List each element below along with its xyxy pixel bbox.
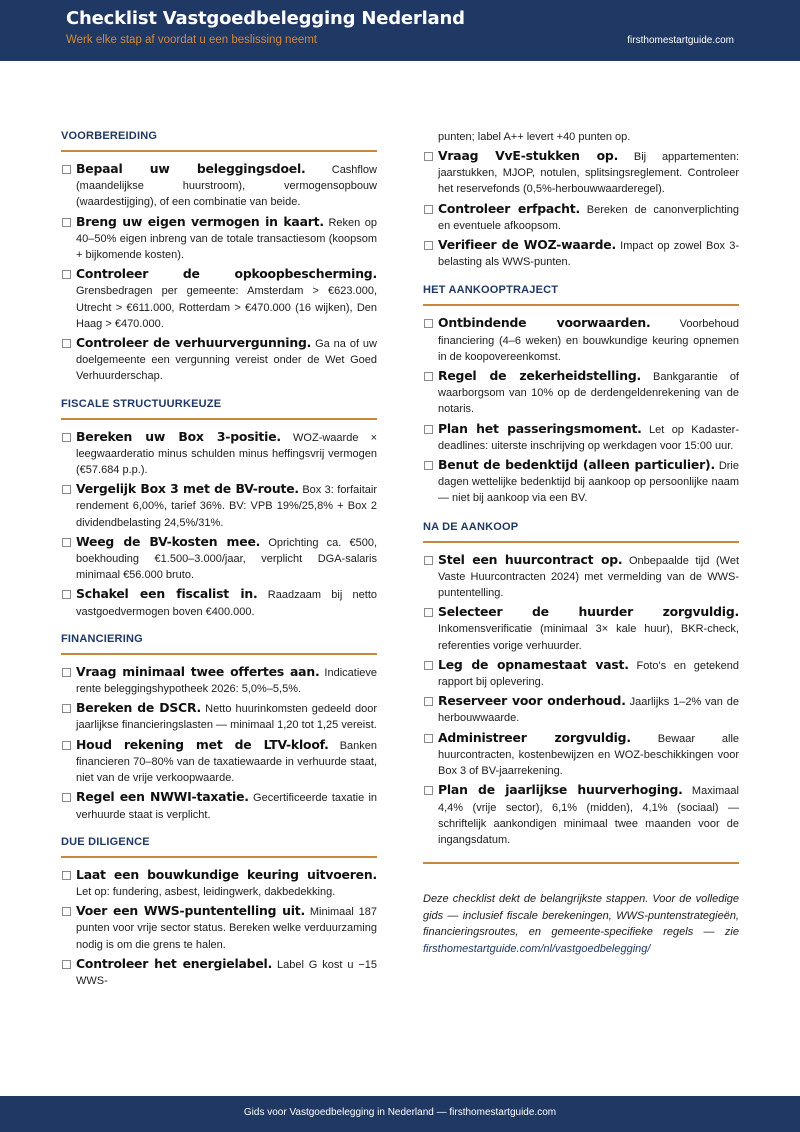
checkbox[interactable] (62, 741, 71, 750)
item-description: Netto huurinkomsten gedeeld door jaarlijkse financieringslasten — minimaal 1,20 tot 1,25 vereist. (76, 703, 378, 732)
closing-note (423, 891, 739, 957)
checkbox[interactable] (62, 590, 71, 599)
item-title: Administreer zorgvuldig. (438, 729, 631, 745)
checklist-item[interactable] (423, 782, 739, 848)
item-description: Box 3: forfaitair rendement 6,00%, tarief 36%. BV: VPB 19%/25,8% + Box 2 dividendbelasting 24,5%/31%. (76, 484, 377, 529)
checklist-item[interactable] (61, 534, 377, 584)
checklist-item[interactable] (61, 789, 377, 822)
checklist-item[interactable] (423, 693, 739, 726)
item-title: Breng uw eigen vermogen in kaart. (76, 213, 324, 229)
section-heading-financiering: FINANCIERING (61, 632, 377, 655)
item-description: Cashflow (maandelijkse huurstroom), vermogensopbouw (waardestijging), of een combinatie van beide. (76, 164, 377, 209)
item-description: Drie dagen wettelijke bedenktijd bij aankoop op persoonlijke naam — niet bij aankoop via een BV. (438, 460, 739, 505)
item-description: Gecertificeerde taxatie in verhuurde staat is verplicht. (76, 792, 378, 821)
item-description: Inkomensverificatie (minimaal 3× kale huur), BKR-check, referenties vorige verhuurder. (438, 623, 739, 652)
item-title: Vergelijk Box 3 met de BV-route. (76, 481, 299, 497)
item-description: Grensbedragen per gemeente: Amsterdam > €623.000, Utrecht > €611.000, Rotterdam > €470.000 (16 wijken), Den Haag > €470.000. (76, 285, 377, 330)
checklist-item[interactable] (61, 903, 377, 953)
checklist-item[interactable] (61, 429, 377, 479)
item-description: WOZ-waarde × leegwaarderatio minus schulden minus heffingsvrij vermogen (€57.684 p.p.). (76, 431, 377, 477)
item-title: Controleer erfpacht. (438, 200, 581, 216)
checklist-item[interactable] (423, 237, 739, 270)
section-heading-aankoop: HET AANKOOPTRAJECT (423, 283, 739, 306)
item-description: Bij appartementen: jaarstukken, MJOP, notulen, splitsingsreglement. Controleer het reservefonds (0,5%-herbouwwaarderegel). (438, 151, 739, 196)
item-description: Foto's en getekend rapport bij oplevering. (438, 659, 739, 689)
section-heading-fiscaal: FISCALE STRUCTUURKEUZE (61, 397, 377, 420)
item-description: Impact op zowel Box 3-belasting als WWS-punten. (438, 240, 739, 269)
checklist-item[interactable] (61, 481, 377, 531)
checklist-item[interactable] (423, 148, 739, 198)
checkbox[interactable] (424, 697, 433, 706)
checkbox[interactable] (424, 205, 433, 214)
checkbox[interactable] (62, 793, 71, 802)
header-site-link[interactable]: firsthomestartguide.com (627, 35, 734, 46)
checkbox[interactable] (62, 871, 71, 880)
item-description: Bewaar alle huurcontracten, kostenbewijzen en WOZ-beschikkingen voor Box 3 of BV-jaarrekening. (438, 732, 740, 778)
item-title: Reserveer voor onderhoud. (438, 693, 626, 709)
checkbox[interactable] (424, 734, 433, 743)
item-description: Oprichting ca. €500, boekhouding €1.500–3.000/jaar, verplicht DGA-salaris minimaal €56.000 bruto. (76, 536, 377, 582)
checkbox[interactable] (424, 556, 433, 565)
checkbox[interactable] (62, 165, 71, 174)
page-footer (0, 1096, 800, 1132)
checkbox[interactable] (62, 907, 71, 916)
footer-text: Gids voor Vastgoedbelegging in Nederland — firsthomestartguide.com (243, 1107, 557, 1118)
item-title: Vraag VvE-stukken op. (438, 148, 619, 163)
item-title: Plan het passeringsmoment. (438, 420, 642, 436)
item-title: Controleer het energielabel. (76, 955, 273, 971)
item-description: Voorbehoud financiering (4–6 weken) en bouwkundige keuring opnemen in de koopovereenkomst. (438, 318, 740, 363)
checkbox[interactable] (62, 218, 71, 227)
checklist-item[interactable] (61, 335, 377, 385)
checkbox[interactable] (62, 960, 71, 969)
page-subtitle: Werk elke stap af voordat u een beslissing neemt (66, 34, 318, 46)
item-title: Bereken de DSCR. (76, 700, 202, 716)
checkbox[interactable] (62, 270, 71, 279)
item-description: Jaarlijks 1–2% van de herbouwwaarde. (438, 696, 739, 725)
checkbox[interactable] (62, 538, 71, 547)
item-title: Verifieer de WOZ-waarde. (438, 237, 616, 253)
item-description: Let op Kadaster-deadlines: uiterste inschrijving op werkdagen voor 15:00 uur. (438, 423, 739, 452)
checkbox[interactable] (424, 661, 433, 670)
item-title: Voer een WWS-puntentelling uit. (76, 903, 306, 919)
checkbox[interactable] (62, 485, 71, 494)
checklist-item[interactable] (423, 730, 739, 780)
checkbox[interactable] (424, 425, 433, 434)
item-description: Reken op 40–50% eigen inbreng van de totale transactiesom (koopsom + bijkomende kosten). (76, 216, 378, 262)
item-description: Minimaal 187 punten voor vrije sector status. Bereken welke verduurzaming nodig is om die grens te halen. (76, 906, 378, 951)
checklist-item[interactable] (61, 664, 377, 697)
checklist-item[interactable] (423, 604, 739, 654)
section-heading-due-diligence: DUE DILIGENCE (61, 835, 377, 858)
checkbox[interactable] (424, 786, 433, 795)
checkbox[interactable] (62, 339, 71, 348)
checklist-item[interactable] (61, 867, 377, 900)
item-description: Banken financieren 70–80% van de taxatiewaarde in verhuurde staat, niet van de vrije verkoopwaarde. (76, 739, 377, 785)
checklist-item[interactable] (61, 266, 377, 332)
item-description: Bereken de canonverplichting en eventuele afkoopsom. (438, 203, 739, 232)
checkbox[interactable] (62, 433, 71, 442)
divider (423, 862, 739, 864)
checkbox[interactable] (424, 608, 433, 617)
left-column (61, 129, 377, 992)
item-title: Vraag minimaal twee offertes aan. (76, 663, 320, 679)
guide-link[interactable]: firsthomestartguide.com/nl/vastgoedbelegging/ (423, 942, 651, 955)
item-description: Maximaal 4,4% (vrije sector), 6,1% (midden), 4,1% (sociaal) — schriftelijk aankondigen minimaal twee maanden voor de ingangsdatum. (438, 785, 739, 846)
item-title: Leg de opnamestaat vast. (438, 656, 629, 672)
section-heading-voorbereiding: VOORBEREIDING (61, 129, 377, 152)
item-continuation: punten; label A++ levert +40 punten op. (438, 131, 631, 143)
checklist-item[interactable] (61, 161, 377, 211)
item-title: Laat een bouwkundige keuring uitvoeren. (76, 866, 377, 882)
checkbox[interactable] (62, 668, 71, 677)
item-title: Controleer de opkoopbescherming. (76, 266, 377, 282)
item-title: Plan de jaarlijkse huurverhoging. (438, 782, 683, 798)
item-description: Raadzaam bij netto vastgoedvermogen boven €400.000. (76, 589, 378, 618)
item-description: Label G kost u −15 WWS- (76, 958, 377, 987)
section-heading-na-de-aankoop: NA DE AANKOOP (423, 520, 739, 543)
checklist-item[interactable] (61, 586, 377, 619)
item-title: Houd rekening met de LTV-kloof. (76, 736, 329, 752)
checkbox[interactable] (424, 372, 433, 381)
checkbox[interactable] (424, 461, 433, 470)
checklist-item[interactable] (423, 315, 739, 365)
item-description: Bankgarantie of waarborgsom van 10% op de derdengeldenrekening van de notaris. (438, 371, 739, 416)
checklist-item[interactable] (61, 956, 377, 989)
item-title: Regel de zekerheidstelling. (438, 368, 642, 384)
item-title: Regel een NWWI-taxatie. (76, 789, 249, 805)
checklist-item[interactable] (423, 368, 739, 418)
checklist-item[interactable] (423, 657, 739, 690)
item-title: Ontbindende voorwaarden. (438, 315, 651, 331)
checklist-item[interactable] (423, 421, 739, 454)
item-title: Stel een huurcontract op. (438, 551, 623, 567)
page-title: Checklist Vastgoedbelegging Nederland (66, 8, 465, 29)
item-title: Selecteer de huurder zorgvuldig. (438, 604, 739, 620)
checkbox[interactable] (62, 704, 71, 713)
item-title: Bereken uw Box 3-positie. (76, 428, 281, 444)
item-description: Ga na of uw doelgemeente een vergunning vereist onder de Wet Goed Verhuurderschap. (76, 338, 377, 383)
right-column (423, 129, 739, 957)
checkbox[interactable] (424, 152, 433, 161)
checklist-item[interactable] (61, 737, 377, 787)
checklist-item[interactable] (423, 457, 739, 507)
item-title: Schakel een fiscalist in. (76, 586, 258, 602)
item-description: Let op: fundering, asbest, leidingwerk, dakbedekking. (76, 885, 336, 898)
item-description: Indicatieve rente beleggingshypotheek 2026: 5,0%–5,5%. (76, 666, 377, 696)
checklist-item[interactable] (61, 214, 377, 264)
checkbox[interactable] (424, 319, 433, 328)
checklist-item[interactable] (61, 700, 377, 733)
checklist-item[interactable] (423, 201, 739, 234)
item-title: Bepaal uw beleggingsdoel. (76, 161, 306, 176)
checkbox[interactable] (424, 241, 433, 250)
item-description: Onbepaalde tijd (Wet Vaste Huurcontracten 2024) met vermelding van de WWS-puntentelling. (438, 554, 739, 600)
page-header (0, 0, 800, 61)
checklist-item[interactable] (423, 552, 739, 602)
item-title: Controleer de verhuurvergunning. (76, 335, 312, 351)
item-title: Benut de bedenktijd (alleen particulier). (438, 457, 715, 473)
closing-note-text: Deze checklist dekt de belangrijkste stappen. Voor de volledige gids — inclusief fiscale berekeningen, WWS-puntenstrategieën, financieringsroutes, en gemeente-specifieke regels — zie (423, 893, 739, 939)
item-title: Weeg de BV-kosten mee. (76, 533, 261, 549)
